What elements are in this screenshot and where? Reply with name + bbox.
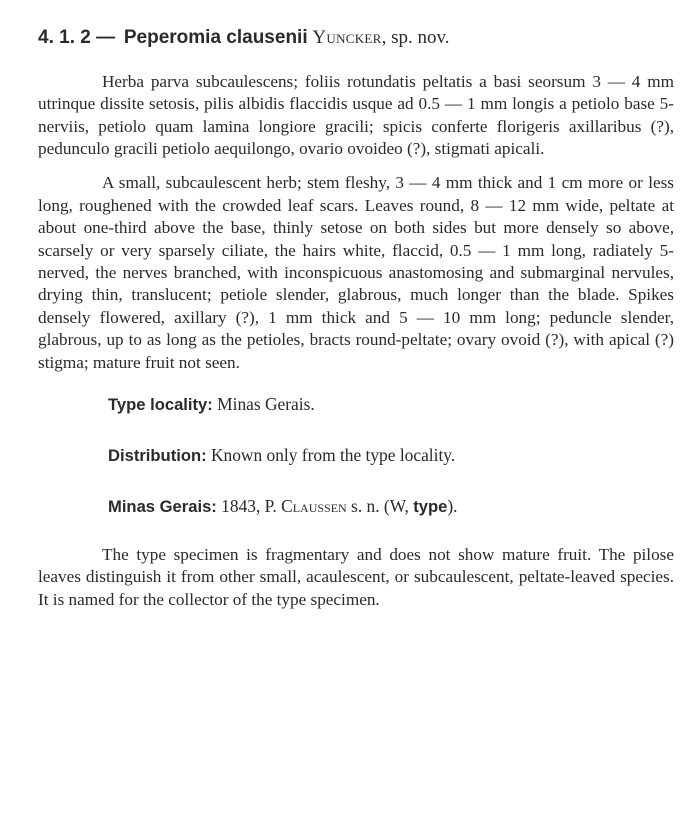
- type-locality-value: Minas Gerais.: [212, 393, 315, 414]
- species-status: , sp. nov.: [381, 27, 450, 48]
- specimen-number: s. n. (W,: [346, 495, 414, 516]
- type-locality-label: Type locality:: [108, 394, 213, 414]
- specimen-locality-label: Minas Gerais:: [108, 496, 217, 516]
- distribution: [38, 444, 674, 467]
- species-heading: [38, 26, 674, 51]
- specimen-date: 1843, P.: [216, 495, 282, 516]
- section-number: 4. 1. 2 —: [38, 27, 116, 48]
- specimen-type-word: type: [413, 496, 448, 516]
- latin-description: Herba parva subcaulescens; foliis rotundatis peltatis a basi seorsum 3 — 4 mm utrinque dissite setosis, pilis albidis flaccidis usque ad 0.5 — 1 mm longis a petiolo base 5-nerviis, petiolo quam lamina longiore gracili; spicis conferte florigeris axillaribus (?), pedunculo gracili petiolo aequilongo, ovario ovoideo (?), stigmati apicali.: [38, 71, 674, 158]
- specimen-citation: [38, 495, 674, 518]
- distribution-label: Distribution:: [108, 445, 207, 465]
- english-description: A small, subcaulescent herb; stem fleshy, 3 — 4 mm thick and 1 cm more or less long, roughened with the crowded leaf scars. Leaves round, 8 — 12 mm wide, peltate at about one-third above the base, thinly setose on both sides but more densely so above, scarsely or very sparsely ciliate, the hairs white, flaccid, 0.5 — 1 mm long, radiately 5-nerved, the nerves branched, with inconspicuous anastomosing and submarginal nervules, drying thin, translucent; petiole slender, glabrous, much longer than the blade. Spikes densely flowered, axillary (?), 1 mm thick and 5 — 10 mm long; peduncle slender, glabrous, up to as long as the petioles, bracts round-peltate; ovary ovoid (?), with apical (?) stigma; mature fruit not seen.: [38, 173, 674, 372]
- specimen-collector: Claussen: [281, 495, 347, 516]
- species-name: Peperomia clausenii: [123, 27, 308, 48]
- type-locality: [38, 393, 674, 416]
- specimen-end: ).: [447, 495, 458, 516]
- distribution-value: Known only from the type locality.: [206, 444, 456, 465]
- closing-paragraph: The type specimen is fragmentary and does not show mature fruit. The pilose leaves distinguish it from other small, acaulescent, or subcaulescent, peltate-leaved species. It is named for the collector of the type specimen.: [38, 544, 674, 609]
- species-author: Yuncker: [312, 27, 382, 48]
